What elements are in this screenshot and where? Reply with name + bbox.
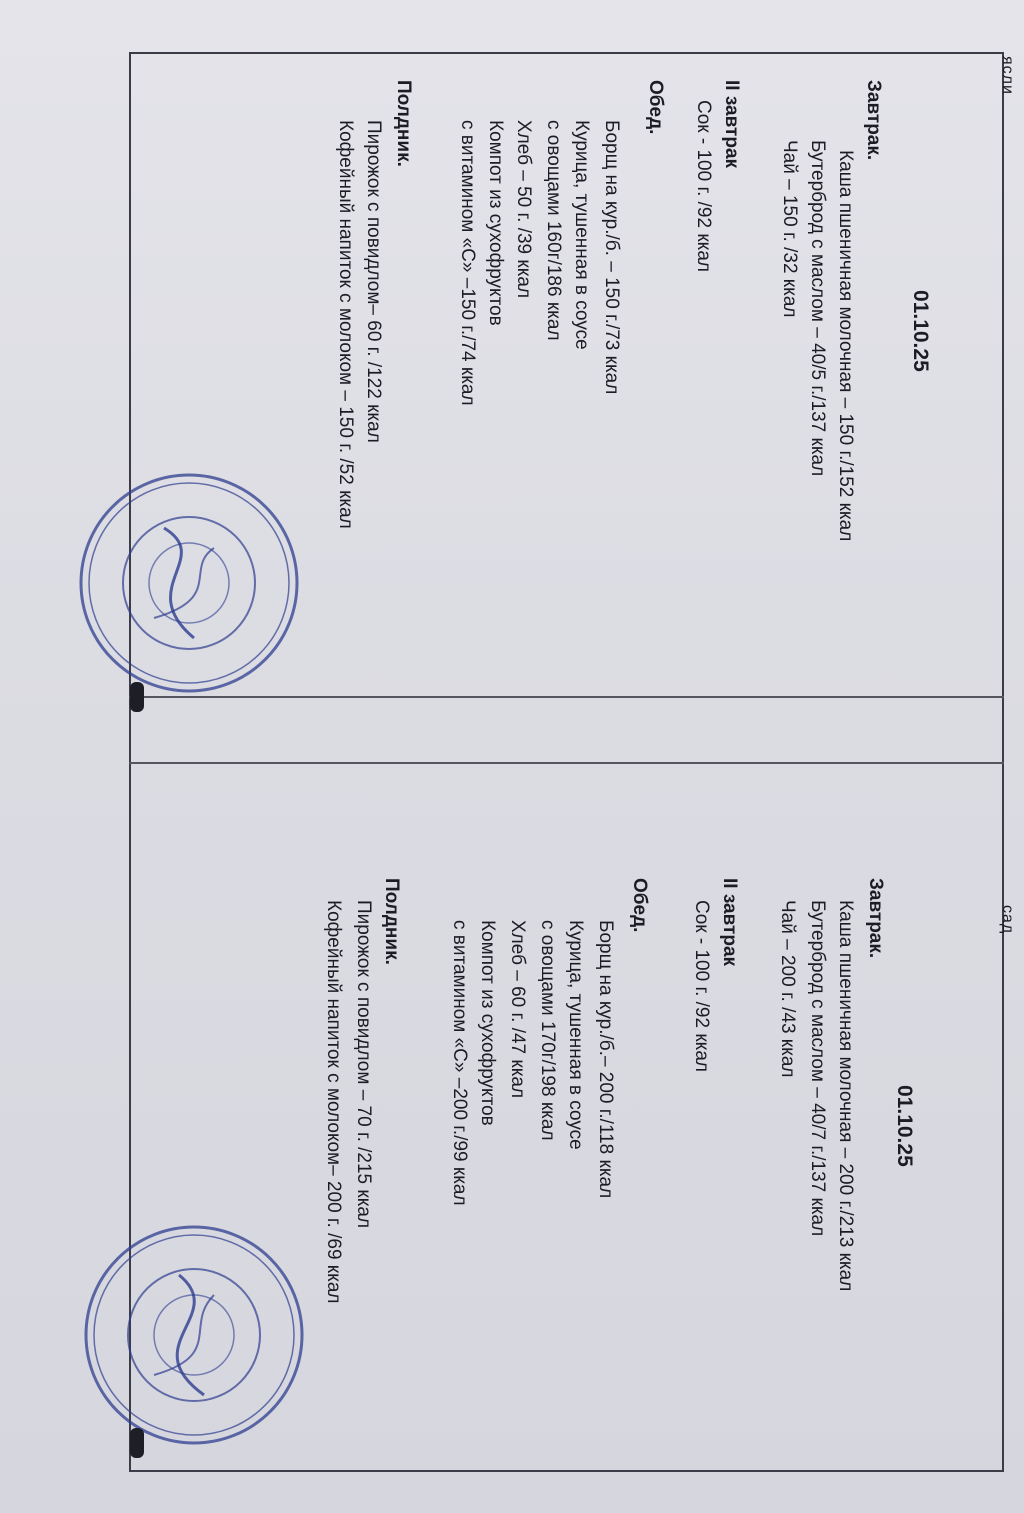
right-snack-item: Кофейный напиток с молоком– 200 г. /69 ккал [323,900,344,1304]
left-breakfast-item: Чай – 150 г. /32 ккал [779,140,800,318]
left-breakfast-item: Бутерброд с маслом – 40/5 г./137 ккал [807,140,828,477]
right-lunch-item: Хлеб – 60 г. /47 ккал [507,920,528,1099]
official-stamp-right [79,1220,309,1450]
ink-mark [130,682,144,712]
right-lunch-item: с овощами 170г/198 ккал [537,920,558,1141]
left-second-breakfast-heading: II завтрак [721,80,742,169]
right-breakfast-item: Чай – 200 г. /43 ккал [777,900,798,1078]
left-second-breakfast-item: Сок - 100 г. /92 ккал [693,100,714,273]
left-snack-item: Кофейный напиток с молоком – 150 г. /52 ккал [335,120,356,529]
right-lunch-item: Компот из сухофруктов [477,920,498,1126]
right-breakfast-item: Бутерброд с маслом – 40/7 г./137 ккал [807,900,828,1237]
left-lunch-heading: Обед. [645,80,666,135]
left-lunch-item: Хлеб – 50 г. /39 ккал [513,120,534,299]
right-lunch-item: Борщ на кур./б.– 200 г./118 ккал [595,920,616,1199]
right-breakfast-heading: Завтрак. [865,878,886,959]
left-lunch-item: Борщ на кур./б. – 150 г./73 ккал [601,120,622,395]
left-breakfast-heading: Завтрак. [863,80,884,161]
left-lunch-item: с витамином «С» –150 г./74 ккал [457,120,478,406]
right-date: 01.10.25 [893,1085,916,1167]
left-lunch-item: Компот из сухофруктов [485,120,506,326]
left-breakfast-item: Каша пшеничная молочная – 150 г./152 ккал [835,150,856,542]
column-divider-2 [129,762,1004,764]
official-stamp-left [74,468,304,698]
right-second-breakfast-item: Сок - 100 г. /92 ккал [691,900,712,1073]
left-lunch-item: с овощами 160г/186 ккал [543,120,564,341]
left-snack-heading: Полдник. [393,80,414,167]
right-lunch-item: Курица, тушенная в соусе [565,920,586,1150]
right-section-label: сад [999,905,1016,935]
right-second-breakfast-heading: II завтрак [719,878,740,967]
left-section-label: ясли [999,56,1016,95]
ink-mark [130,1428,144,1458]
right-breakfast-item: Каша пшеничная молочная – 200 г./213 ккал [835,900,856,1292]
right-lunch-item: с витамином «С» –200 г./99 ккал [449,920,470,1206]
right-lunch-heading: Обед. [629,878,650,933]
left-snack-item: Пирожок с повидлом– 60 г. /122 ккал [363,120,384,443]
left-date: 01.10.25 [909,290,932,372]
right-snack-item: Пирожок с повидлом – 70 г. /215 ккал [353,900,374,1229]
left-lunch-item: Курица, тушенная в соусе [571,120,592,350]
right-snack-heading: Полдник. [381,878,402,965]
